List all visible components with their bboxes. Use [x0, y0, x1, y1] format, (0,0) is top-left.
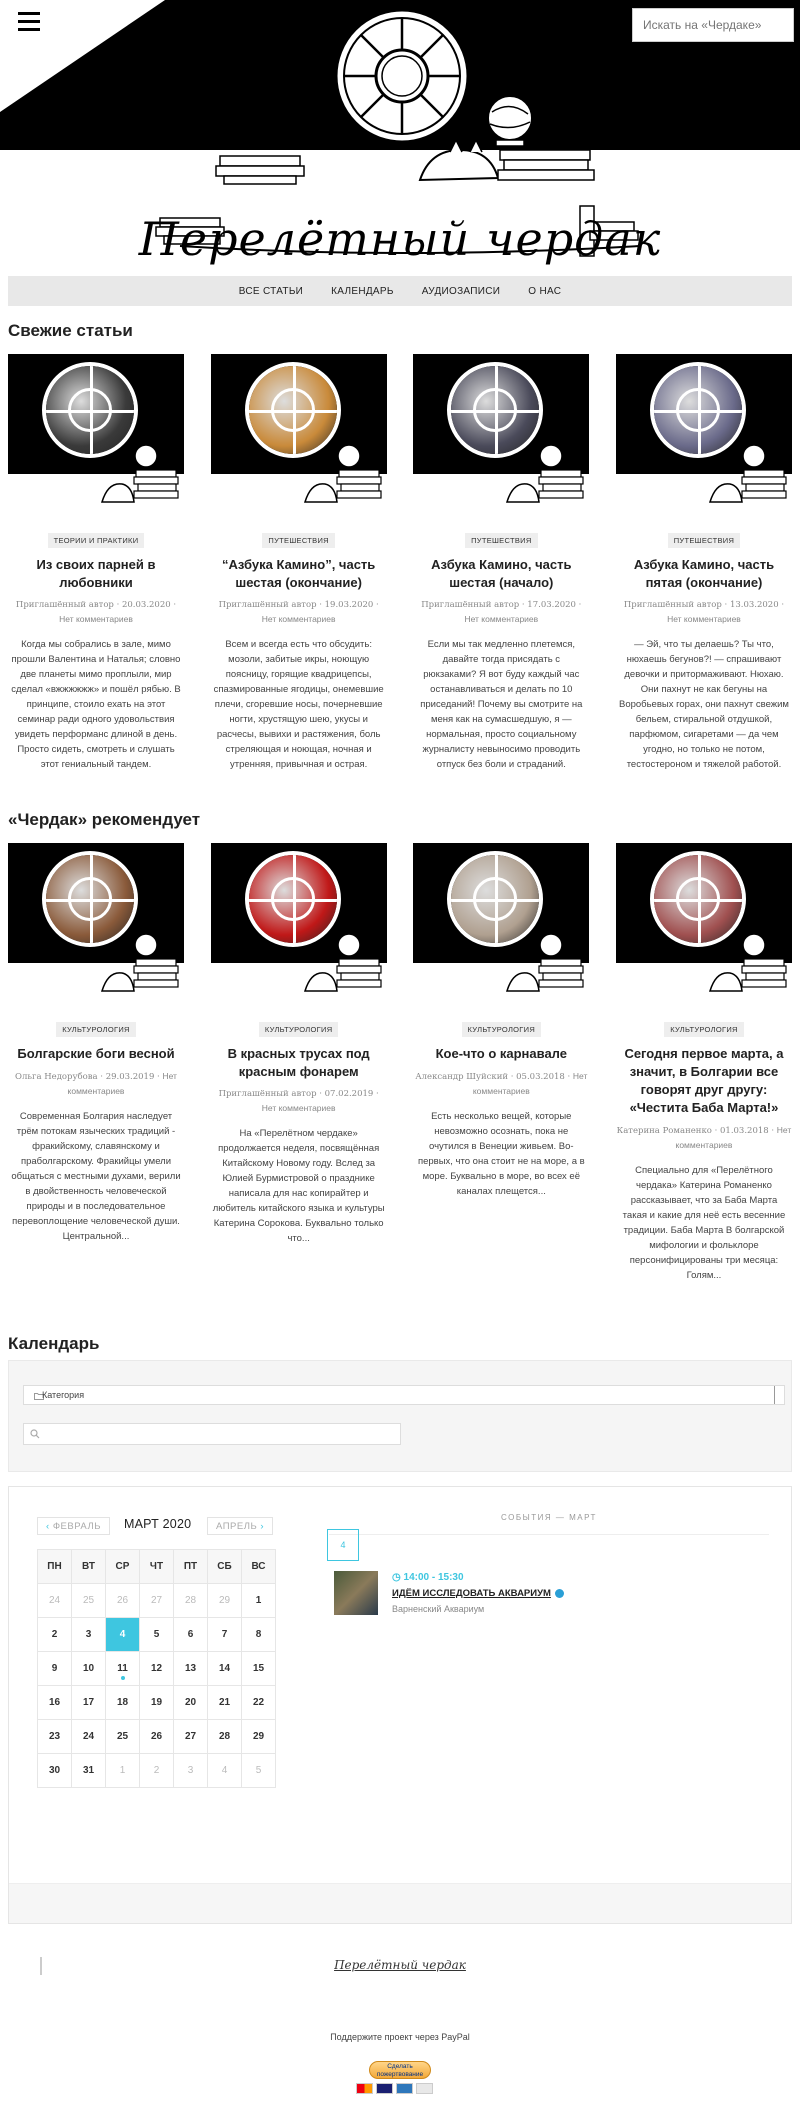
article-date: 01.03.2018 [720, 1126, 769, 1136]
day-number: 29 [218, 1595, 231, 1606]
calendar-day[interactable] [72, 1686, 106, 1720]
article-date: 05.03.2018 [516, 1072, 565, 1082]
event-calendar [8, 1486, 792, 1924]
category-badge[interactable]: КУЛЬТУРОЛОГИЯ [56, 1022, 136, 1037]
article-thumbnail[interactable] [8, 354, 184, 509]
day-number: 17 [82, 1697, 95, 1708]
calendar-day[interactable] [38, 1652, 72, 1686]
next-month-label: АПРЕЛЬ [216, 1521, 258, 1532]
article-meta: Приглашённый автор · 07.02.2019 · Нет комментариев [218, 1089, 379, 1113]
calendar-day[interactable] [38, 1754, 72, 1788]
article-comments[interactable]: Нет комментариев [261, 614, 336, 624]
article-excerpt: Есть несколько вещей, которые невозможно осознать, пока не очутился в Венеции живьем. Во-первых, что она стоит не на море, а в море. Буквально в море, во всех её каналах плещется... [417, 1111, 585, 1197]
event-dot-icon [121, 1676, 125, 1680]
article-date: 13.03.2020 [729, 600, 779, 610]
day-number: 26 [150, 1731, 163, 1742]
select-arrow-icon[interactable] [774, 1386, 784, 1404]
article-comments[interactable]: Нет комментариев [59, 614, 133, 624]
fresh-articles-heading: Свежие статьи [8, 321, 133, 340]
article-excerpt: Специально для «Перелётного чердака» Катерина Романенко рассказывает, что за Баба Марта такая и какие для неё есть весенние традиции. Баба Марта В болгарской мифологии и фольклоре персонифицированы три месяца: Голям... [622, 1165, 786, 1281]
keyword-search-input[interactable] [23, 1423, 401, 1445]
nav-calendar[interactable]: КАЛЕНДАРЬ [331, 285, 394, 297]
article-comments[interactable]: Нет комментариев [67, 1071, 177, 1096]
nav-about[interactable]: О НАС [528, 285, 562, 297]
calendar-day[interactable] [208, 1720, 242, 1754]
article-comments[interactable]: Нет комментариев [675, 1125, 792, 1150]
article-card [616, 354, 792, 772]
weekday-header: ВС [242, 1550, 276, 1584]
calendar-day[interactable] [106, 1720, 140, 1754]
weekday-header: СБ [208, 1550, 242, 1584]
day-number: 25 [82, 1595, 95, 1606]
category-badge[interactable]: ПУТЕШЕСТВИЯ [262, 533, 334, 548]
category-select[interactable] [23, 1385, 785, 1405]
article-author[interactable]: Катерина Романенко [616, 1126, 712, 1136]
books-globe-cat-icon [708, 442, 788, 506]
books-globe-cat-icon [100, 442, 180, 506]
day-number: 25 [116, 1731, 129, 1742]
article-meta: Катерина Романенко · 01.03.2018 · Нет комментариев [616, 1125, 792, 1150]
article-card [413, 354, 589, 772]
day-number: 5 [153, 1629, 160, 1640]
calendar-day[interactable] [72, 1584, 106, 1618]
calendar-day[interactable] [208, 1584, 242, 1618]
article-title-link[interactable]: Болгарские боги весной [17, 1046, 175, 1061]
site-title[interactable]: Перелётный чердак [138, 212, 662, 266]
search-icon [30, 1429, 40, 1439]
fresh-articles-grid [8, 354, 792, 772]
calendar-day[interactable] [38, 1584, 72, 1618]
calendar-day[interactable] [174, 1754, 208, 1788]
day-number: 28 [184, 1595, 197, 1606]
article-author[interactable]: Ольга Недорубова [15, 1072, 98, 1082]
article-comments[interactable]: Нет комментариев [261, 1103, 336, 1113]
calendar-day[interactable] [140, 1754, 174, 1788]
day-number: 15 [252, 1663, 265, 1674]
selected-day-box: 4 [327, 1529, 359, 1561]
day-number: 10 [82, 1663, 95, 1674]
calendar-filter-bar [8, 1360, 792, 1472]
article-comments[interactable]: Нет комментариев [464, 614, 539, 624]
calendar-day[interactable] [242, 1754, 276, 1788]
calendar-day[interactable] [72, 1754, 106, 1788]
event-category-dot-icon [555, 1589, 564, 1598]
event-time-text: 14:00 - 15:30 [403, 1572, 464, 1583]
day-number: 24 [48, 1595, 61, 1606]
day-number: 8 [255, 1629, 262, 1640]
mastercard-icon [356, 2083, 373, 2094]
chevron-right-icon: › [260, 1521, 265, 1532]
day-number: 30 [48, 1765, 61, 1776]
next-month-button[interactable] [207, 1517, 273, 1535]
day-number: 31 [82, 1765, 95, 1776]
day-number: 23 [48, 1731, 61, 1742]
article-author[interactable]: Приглашённый автор [15, 600, 114, 610]
day-number: 9 [51, 1663, 58, 1674]
article-date: 07.02.2019 [324, 1089, 374, 1099]
day-number: 21 [218, 1697, 231, 1708]
books-globe-cat-icon [100, 931, 180, 995]
article-card [8, 843, 184, 1283]
category-badge[interactable]: КУЛЬТУРОЛОГИЯ [664, 1022, 744, 1037]
day-number: 29 [252, 1731, 265, 1742]
day-number: 4 [119, 1629, 126, 1640]
article-title-link[interactable]: Из своих парней в любовники [36, 557, 156, 590]
article-card [8, 354, 184, 772]
payment-cards-icons [356, 2083, 433, 2094]
article-excerpt: На «Перелётном чердаке» продолжается неделя, посвящённая Китайскому Новому году. Вслед за Юлией Бурмистровой о празднике написала для нас копирайтер и любитель китайского языка и культуры Катерина Сорокова. Буквально только что... [212, 1128, 385, 1244]
article-author[interactable]: Приглашённый автор [218, 1089, 317, 1099]
books-globe-cat-icon [708, 931, 788, 995]
day-number: 24 [82, 1731, 95, 1742]
article-card [211, 354, 387, 772]
nav-audio[interactable]: АУДИОЗАПИСИ [421, 285, 501, 297]
books-globe-cat-icon [303, 931, 383, 995]
article-card [616, 843, 792, 1283]
article-date: 19.03.2020 [324, 600, 374, 610]
amex-icon [396, 2083, 413, 2094]
calendar-day[interactable] [106, 1652, 140, 1686]
calendar-day[interactable] [38, 1618, 72, 1652]
article-author[interactable]: Приглашённый автор [623, 600, 722, 610]
chevron-left-icon: ‹ [46, 1521, 50, 1532]
support-text: Поддержите проект через PayPal [330, 2032, 470, 2042]
article-title-link[interactable]: Кое-что о карнавале [435, 1046, 568, 1061]
article-excerpt: Современная Болгария наследует трём потокам языческих традиций - фракийскому, славянскому и праболгарскому. Фракийцы умели общаться с местными духами, верили в двойственность человеческой природы и в последовательное перевоплощение человеческой души. Центральной... [11, 1111, 181, 1242]
day-number: 13 [184, 1663, 197, 1674]
recommend-articles-grid [8, 843, 792, 1283]
calendar-day[interactable] [140, 1686, 174, 1720]
hamburger-menu-icon[interactable] [18, 12, 40, 32]
day-number: 28 [218, 1731, 231, 1742]
article-excerpt: Если мы так медленно плетемся, давайте тогда присядать с рюкзаками? Я вот буду каждый час останавливаться и делать по 10 приседаний! Почему вы смотрите на меня как на сумасшедшую, я — нормальная, просто социальному журналисту невыносимо проводить отпуск без боли и страданий. [420, 639, 583, 770]
calendar-day[interactable] [106, 1754, 140, 1788]
calendar-footer [9, 1883, 791, 1923]
calendar-day[interactable] [174, 1584, 208, 1618]
calendar-day[interactable] [72, 1720, 106, 1754]
recommend-heading: «Чердак» рекомендует [8, 810, 201, 829]
calendar-heading: Календарь [8, 1334, 100, 1353]
day-number: 16 [48, 1697, 61, 1708]
calendar-day[interactable] [242, 1652, 276, 1686]
calendar-day[interactable] [242, 1720, 276, 1754]
calendar-day[interactable] [242, 1618, 276, 1652]
day-number: 12 [150, 1663, 163, 1674]
article-comments[interactable]: Нет комментариев [472, 1071, 588, 1096]
calendar-day[interactable] [38, 1686, 72, 1720]
article-excerpt: — Эй, что ты делаешь? Ты что, нюхаешь бегунов?! — спрашивают девочки и притормаживают. Нюхаю. Они пахнут не как бегуны на Воробьевых горах, они пахнут свежим бельем, стиральной отдушкой, парфюмом, сигаретами — да чем угодно, но только не потом, тестостероном и тяжелой работой. [618, 639, 789, 770]
calendar-day[interactable] [174, 1618, 208, 1652]
article-title-link[interactable]: Азбука Камино, часть шестая (начало) [431, 557, 572, 590]
calendar-day[interactable] [242, 1584, 276, 1618]
article-title-link[interactable]: Азбука Камино, часть пятая (окончание) [633, 557, 775, 590]
calendar-day[interactable] [140, 1720, 174, 1754]
article-excerpt: Когда мы собрались в зале, мимо прошли Валентина и Наталья; словно две планеты мимо проплыли, мир сделал «вжжжжжж» и пошёл рябью. В принципе, стоило ехать на этот семинар ради одного удовольствия увидеть перформанс длиной в день. Просто сидеть, смотреть и слушать этот гениальный тандем. [11, 639, 181, 770]
day-number: 2 [153, 1765, 160, 1776]
article-thumbnail[interactable] [616, 354, 792, 509]
article-meta: Приглашённый автор · 17.03.2020 · Нет комментариев [421, 600, 582, 624]
day-number: 27 [184, 1731, 197, 1742]
day-number: 18 [116, 1697, 129, 1708]
day-number: 27 [150, 1595, 163, 1606]
day-number: 19 [150, 1697, 163, 1708]
day-number: 7 [221, 1629, 228, 1640]
calendar-day[interactable] [106, 1686, 140, 1720]
article-author[interactable]: Приглашённый автор [421, 600, 520, 610]
weekday-header: ПТ [174, 1550, 208, 1584]
day-number: 3 [85, 1629, 92, 1640]
day-number: 6 [187, 1629, 194, 1640]
category-badge[interactable]: КУЛЬТУРОЛОГИЯ [462, 1022, 542, 1037]
calendar-day[interactable] [208, 1754, 242, 1788]
article-title-link[interactable]: Сегодня первое марта, а значит, в Болгарии все говорят друг другу: «Честита Баба Марта!» [624, 1046, 784, 1115]
article-thumbnail[interactable] [8, 843, 184, 998]
category-badge[interactable]: ТЕОРИИ И ПРАКТИКИ [48, 533, 145, 548]
events-heading: СОБЫТИЯ — МАРТ [329, 1513, 769, 1535]
calendar-day[interactable] [242, 1686, 276, 1720]
day-number: 1 [119, 1765, 126, 1776]
day-number: 5 [255, 1765, 262, 1776]
article-date: 29.03.2019 [105, 1072, 155, 1082]
article-date: 20.03.2020 [121, 600, 171, 610]
calendar-day[interactable] [174, 1686, 208, 1720]
article-thumbnail[interactable] [413, 843, 589, 998]
article-excerpt: Всем и всегда есть что обсудить: мозоли, забитые икры, ноющую поясницу, горящие квадрицепсы, спазмированные ягодицы, онемевшие плечи, сгоревшие носы, почерневшие ногти, хрустящую шею, укусы и расчесы, вывихи и растяжения, боль стреляющая и ноющая, ночная и утренняя, привычная и острая. [213, 639, 384, 770]
visa-icon [376, 2083, 393, 2094]
prev-month-button[interactable] [37, 1517, 110, 1535]
event-title-link[interactable] [392, 1588, 564, 1599]
clock-icon: ◷ [392, 1572, 401, 1583]
article-date: 17.03.2020 [527, 600, 576, 610]
calendar-day[interactable] [174, 1652, 208, 1686]
article-meta: Александр Шуйский · 05.03.2018 · Нет комментариев [415, 1071, 588, 1096]
article-meta: Приглашённый автор · 19.03.2020 · Нет комментариев [218, 600, 379, 624]
footer-site-link[interactable]: Перелётный чердак [334, 1958, 466, 1972]
event-venue: Варненский Аквариум [392, 1604, 485, 1614]
article-card [413, 843, 589, 1283]
day-number: 1 [255, 1595, 262, 1606]
calendar-day[interactable] [72, 1652, 106, 1686]
calendar-grid [37, 1549, 276, 1788]
books-globe-cat-icon [505, 442, 585, 506]
category-select-label: Категория [42, 1390, 85, 1400]
article-thumbnail[interactable] [211, 843, 387, 998]
weekday-header: ВТ [72, 1550, 106, 1584]
calendar-day[interactable] [140, 1618, 174, 1652]
site-header [0, 0, 800, 270]
calendar-day[interactable] [208, 1618, 242, 1652]
article-author[interactable]: Приглашённый автор [218, 600, 317, 610]
article-card [211, 843, 387, 1283]
event-title-text: ИДЁМ ИССЛЕДОВАТЬ АКВАРИУМ [392, 1588, 551, 1599]
event-thumbnail[interactable] [334, 1571, 378, 1615]
article-thumbnail[interactable] [211, 354, 387, 509]
article-comments[interactable]: Нет комментариев [667, 614, 741, 624]
day-number: 26 [116, 1595, 129, 1606]
article-author[interactable]: Александр Шуйский [415, 1072, 509, 1082]
prev-month-label: ФЕВРАЛЬ [52, 1521, 101, 1532]
calendar-day[interactable] [140, 1652, 174, 1686]
article-thumbnail[interactable] [413, 354, 589, 509]
bank-card-icon [416, 2083, 433, 2094]
day-number: 11 [117, 1663, 128, 1674]
day-number: 14 [218, 1663, 231, 1674]
main-navigation [8, 276, 792, 306]
weekday-header: ЧТ [140, 1550, 174, 1584]
article-meta: Приглашённый автор · 13.03.2020 · Нет комментариев [623, 600, 785, 624]
day-number: 2 [51, 1629, 58, 1640]
calendar-day[interactable] [38, 1720, 72, 1754]
calendar-day[interactable] [106, 1584, 140, 1618]
calendar-day[interactable] [208, 1652, 242, 1686]
article-title-link[interactable]: “Азбука Камино”, часть шестая (окончание) [222, 557, 376, 590]
day-number: 4 [221, 1765, 228, 1776]
calendar-day[interactable] [72, 1618, 106, 1652]
paypal-donate-button[interactable]: Сделать пожертвование [369, 2061, 431, 2079]
month-title: МАРТ 2020 [124, 1517, 192, 1531]
category-badge[interactable]: ПУТЕШЕСТВИЯ [668, 533, 740, 548]
article-title-link[interactable]: В красных трусах под красным фонарем [227, 1046, 370, 1079]
category-badge[interactable]: КУЛЬТУРОЛОГИЯ [259, 1022, 339, 1037]
calendar-day[interactable] [174, 1720, 208, 1754]
books-globe-cat-icon [303, 442, 383, 506]
weekday-header: ПН [38, 1550, 72, 1584]
nav-all-articles[interactable]: ВСЕ СТАТЬИ [238, 285, 304, 297]
day-number: 3 [187, 1765, 194, 1776]
calendar-day[interactable] [106, 1618, 140, 1652]
day-number: 22 [252, 1697, 265, 1708]
books-globe-cat-icon [505, 931, 585, 995]
day-number: 20 [184, 1697, 197, 1708]
category-badge[interactable]: ПУТЕШЕСТВИЯ [465, 533, 537, 548]
calendar-day[interactable] [140, 1584, 174, 1618]
weekday-header: СР [106, 1550, 140, 1584]
event-time [392, 1572, 464, 1583]
article-meta: Ольга Недорубова · 29.03.2019 · Нет комментариев [15, 1071, 177, 1096]
calendar-day[interactable] [208, 1686, 242, 1720]
article-thumbnail[interactable] [616, 843, 792, 998]
article-meta: Приглашённый автор · 20.03.2020 · Нет комментариев [15, 600, 177, 624]
